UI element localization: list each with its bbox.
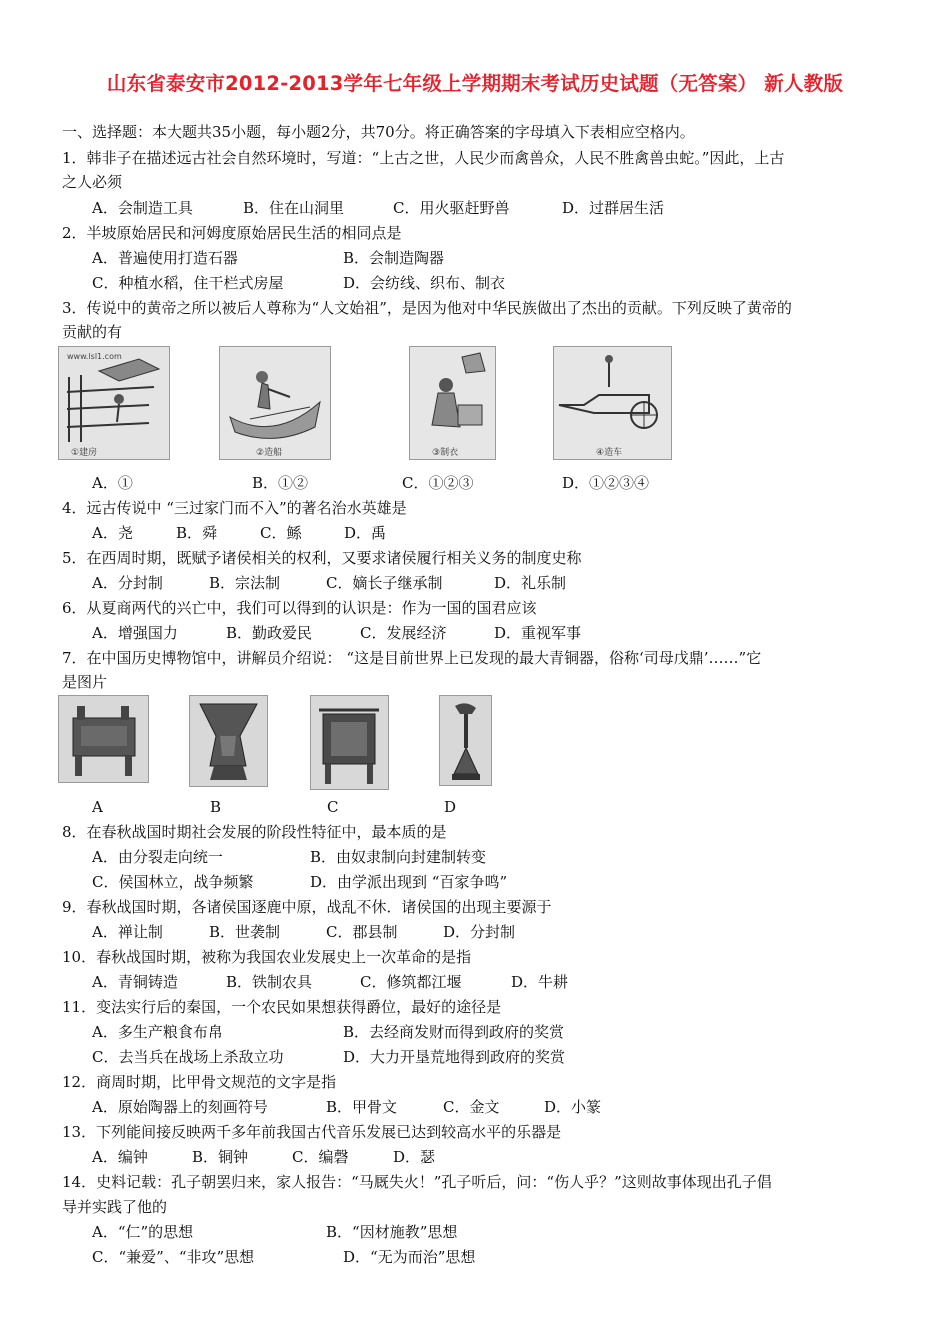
figure-caption: ①建房 [71,448,98,458]
question-3-option-a: A．① [92,474,133,492]
question-11-option-c: C．去当兵在战场上杀敌立功 [92,1048,284,1066]
question-7-option-c: C [327,798,339,816]
question-5-option-d: D．礼乐制 [494,574,567,592]
question-12-option-d: D．小篆 [544,1098,602,1116]
question-11-stem: 11．变法实行后的秦国，一个农民如果想获得爵位，最好的途径是 [62,998,502,1016]
question-6-option-d: D．重视军事 [494,624,582,642]
question-11-option-d: D．大力开垦荒地得到政府的奖赏 [343,1048,566,1066]
question-3-figure-building [58,346,170,460]
section-intro: 一、选择题：本大题共35小题，每小题2分，共70分。将正确答案的字母填入下表相应空格内。 [62,123,695,141]
question-7-figure-fangding [310,695,389,790]
question-12-option-a: A．原始陶器上的刻画符号 [92,1098,268,1116]
question-14-option-a: A．“仁”的思想 [92,1223,194,1241]
question-7-option-a: A [92,798,103,816]
question-12-option-b: B．甲骨文 [326,1098,398,1116]
question-9-option-d: D．分封制 [443,923,516,941]
question-1-stem-cont: 之人必须 [62,173,123,191]
question-2-option-c: C．种植水稻，住干栏式房屋 [92,274,284,292]
question-13-option-b: B．铜钟 [192,1148,249,1166]
question-5-option-c: C．嫡长子继承制 [326,574,443,592]
question-14-option-b: B．“因材施教”思想 [326,1223,458,1241]
question-2-option-a: A．普遍使用打造石器 [92,249,238,267]
question-13-option-c: C．编磬 [292,1148,349,1166]
question-2-stem: 2．半坡原始居民和河姆度原始居民生活的相同点是 [62,224,402,242]
question-14-stem-cont: 导并实践了他的 [62,1198,168,1216]
question-1-option-c: C．用火驱赶野兽 [393,199,510,217]
question-2-option-d: D．会纺线、织布、制衣 [343,274,506,292]
question-7-option-d: D [444,798,457,816]
question-14-stem: 14．史料记载：孔子朝罢归来，家人报告：“马厩失火！”孔子听后，问：“伤人乎？”这则故事体现出孔子倡 [62,1173,772,1191]
question-6-option-b: B．勤政爱民 [226,624,313,642]
question-3-figure-clothes [409,346,496,460]
question-6-option-c: C．发展经济 [360,624,447,642]
question-7-option-b: B [210,798,222,816]
question-14-option-c: C．“兼爱”、“非攻”思想 [92,1248,255,1266]
question-3-stem: 3．传说中的黄帝之所以被后人尊称为“人文始祖”，是因为他对中华民族做出了杰出的贡献。下列反映了黄帝的 [62,299,792,317]
question-12-option-c: C．金文 [443,1098,500,1116]
question-8-option-c: C．侯国林立，战争频繁 [92,873,254,891]
question-11-option-a: A．多生产粮食布帛 [92,1023,223,1041]
figure-caption: ④造车 [596,448,623,458]
question-8-option-b: B．由奴隶制向封建制转变 [310,848,487,866]
question-3-figure-boat [219,346,331,460]
question-10-option-d: D．牛耕 [511,973,569,991]
question-14-option-d: D．“无为而治”思想 [343,1248,476,1266]
question-4-option-a: A．尧 [92,524,133,542]
question-7-figure-lamp [439,695,492,786]
question-10-option-c: C．修筑都江堰 [360,973,462,991]
question-7-figure-ding [58,695,149,783]
question-3-option-d: D．①②③④ [562,474,650,492]
question-12-stem: 12．商周时期，比甲骨文规范的文字是指 [62,1073,337,1091]
question-10-stem: 10．春秋战国时期，被称为我国农业发展史上一次革命的是指 [62,948,472,966]
svg-text:www.lsl1.com: www.lsl1.com [67,352,122,361]
question-9-stem: 9．春秋战国时期，各诸侯国逐鹿中原，战乱不休．诸侯国的出现主要源于 [62,898,552,916]
question-7-stem-cont: 是图片 [62,673,108,691]
question-5-option-a: A．分封制 [92,574,163,592]
question-5-stem: 5．在西周时期，既赋予诸侯相关的权利，又要求诸侯履行相关义务的制度史称 [62,549,582,567]
question-5-option-b: B．宗法制 [209,574,281,592]
question-7-figure-zun [189,695,268,787]
question-6-stem: 6．从夏商两代的兴亡中，我们可以得到的认识是：作为一国的国君应该 [62,599,537,617]
question-11-option-b: B．去经商发财而得到政府的奖赏 [343,1023,565,1041]
question-9-option-c: C．郡县制 [326,923,398,941]
question-13-stem: 13．下列能间接反映两千多年前我国古代音乐发展已达到较高水平的乐器是 [62,1123,562,1141]
question-1-option-a: A．会制造工具 [92,199,193,217]
figure-caption: ③制衣 [432,448,459,458]
question-4-option-c: C．鲧 [260,524,302,542]
question-2-option-b: B．会制造陶器 [343,249,445,267]
question-4-option-d: D．禹 [344,524,387,542]
question-1-option-d: D．过群居生活 [562,199,665,217]
question-13-option-a: A．编钟 [92,1148,148,1166]
question-4-stem: 4．远古传说中 “三过家门而不入”的著名治水英雄是 [62,499,407,517]
question-3-figure-cart [553,346,672,460]
question-8-stem: 8．在春秋战国时期社会发展的阶段性特征中，最本质的是 [62,823,447,841]
question-3-option-b: B．①② [252,474,309,492]
question-8-option-a: A．由分裂走向统一 [92,848,223,866]
question-9-option-a: A．禅让制 [92,923,163,941]
figure-caption: ②造船 [256,448,283,458]
question-10-option-b: B．铁制农具 [226,973,313,991]
question-7-stem: 7．在中国历史博物馆中，讲解员介绍说： “这是目前世界上已发现的最大青铜器，俗称‘司母戊鼎’……”它 [62,649,762,667]
question-9-option-b: B．世袭制 [209,923,281,941]
question-3-stem-cont: 贡献的有 [62,323,123,341]
page-title: 山东省泰安市2012-2013学年七年级上学期期末考试历史试题（无答案） 新人教版 [106,72,844,95]
question-13-option-d: D．瑟 [393,1148,436,1166]
question-6-option-a: A．增强国力 [92,624,178,642]
question-1-stem: 1．韩非子在描述远古社会自然环境时，写道：“上古之世，人民少而禽兽众，人民不胜禽兽虫蛇。”因此，上古 [62,149,785,167]
question-3-option-c: C．①②③ [402,474,474,492]
question-8-option-d: D．由学派出现到 “百家争鸣” [310,873,508,891]
question-10-option-a: A．青铜铸造 [92,973,178,991]
question-4-option-b: B．舜 [176,524,218,542]
question-1-option-b: B．住在山洞里 [243,199,345,217]
